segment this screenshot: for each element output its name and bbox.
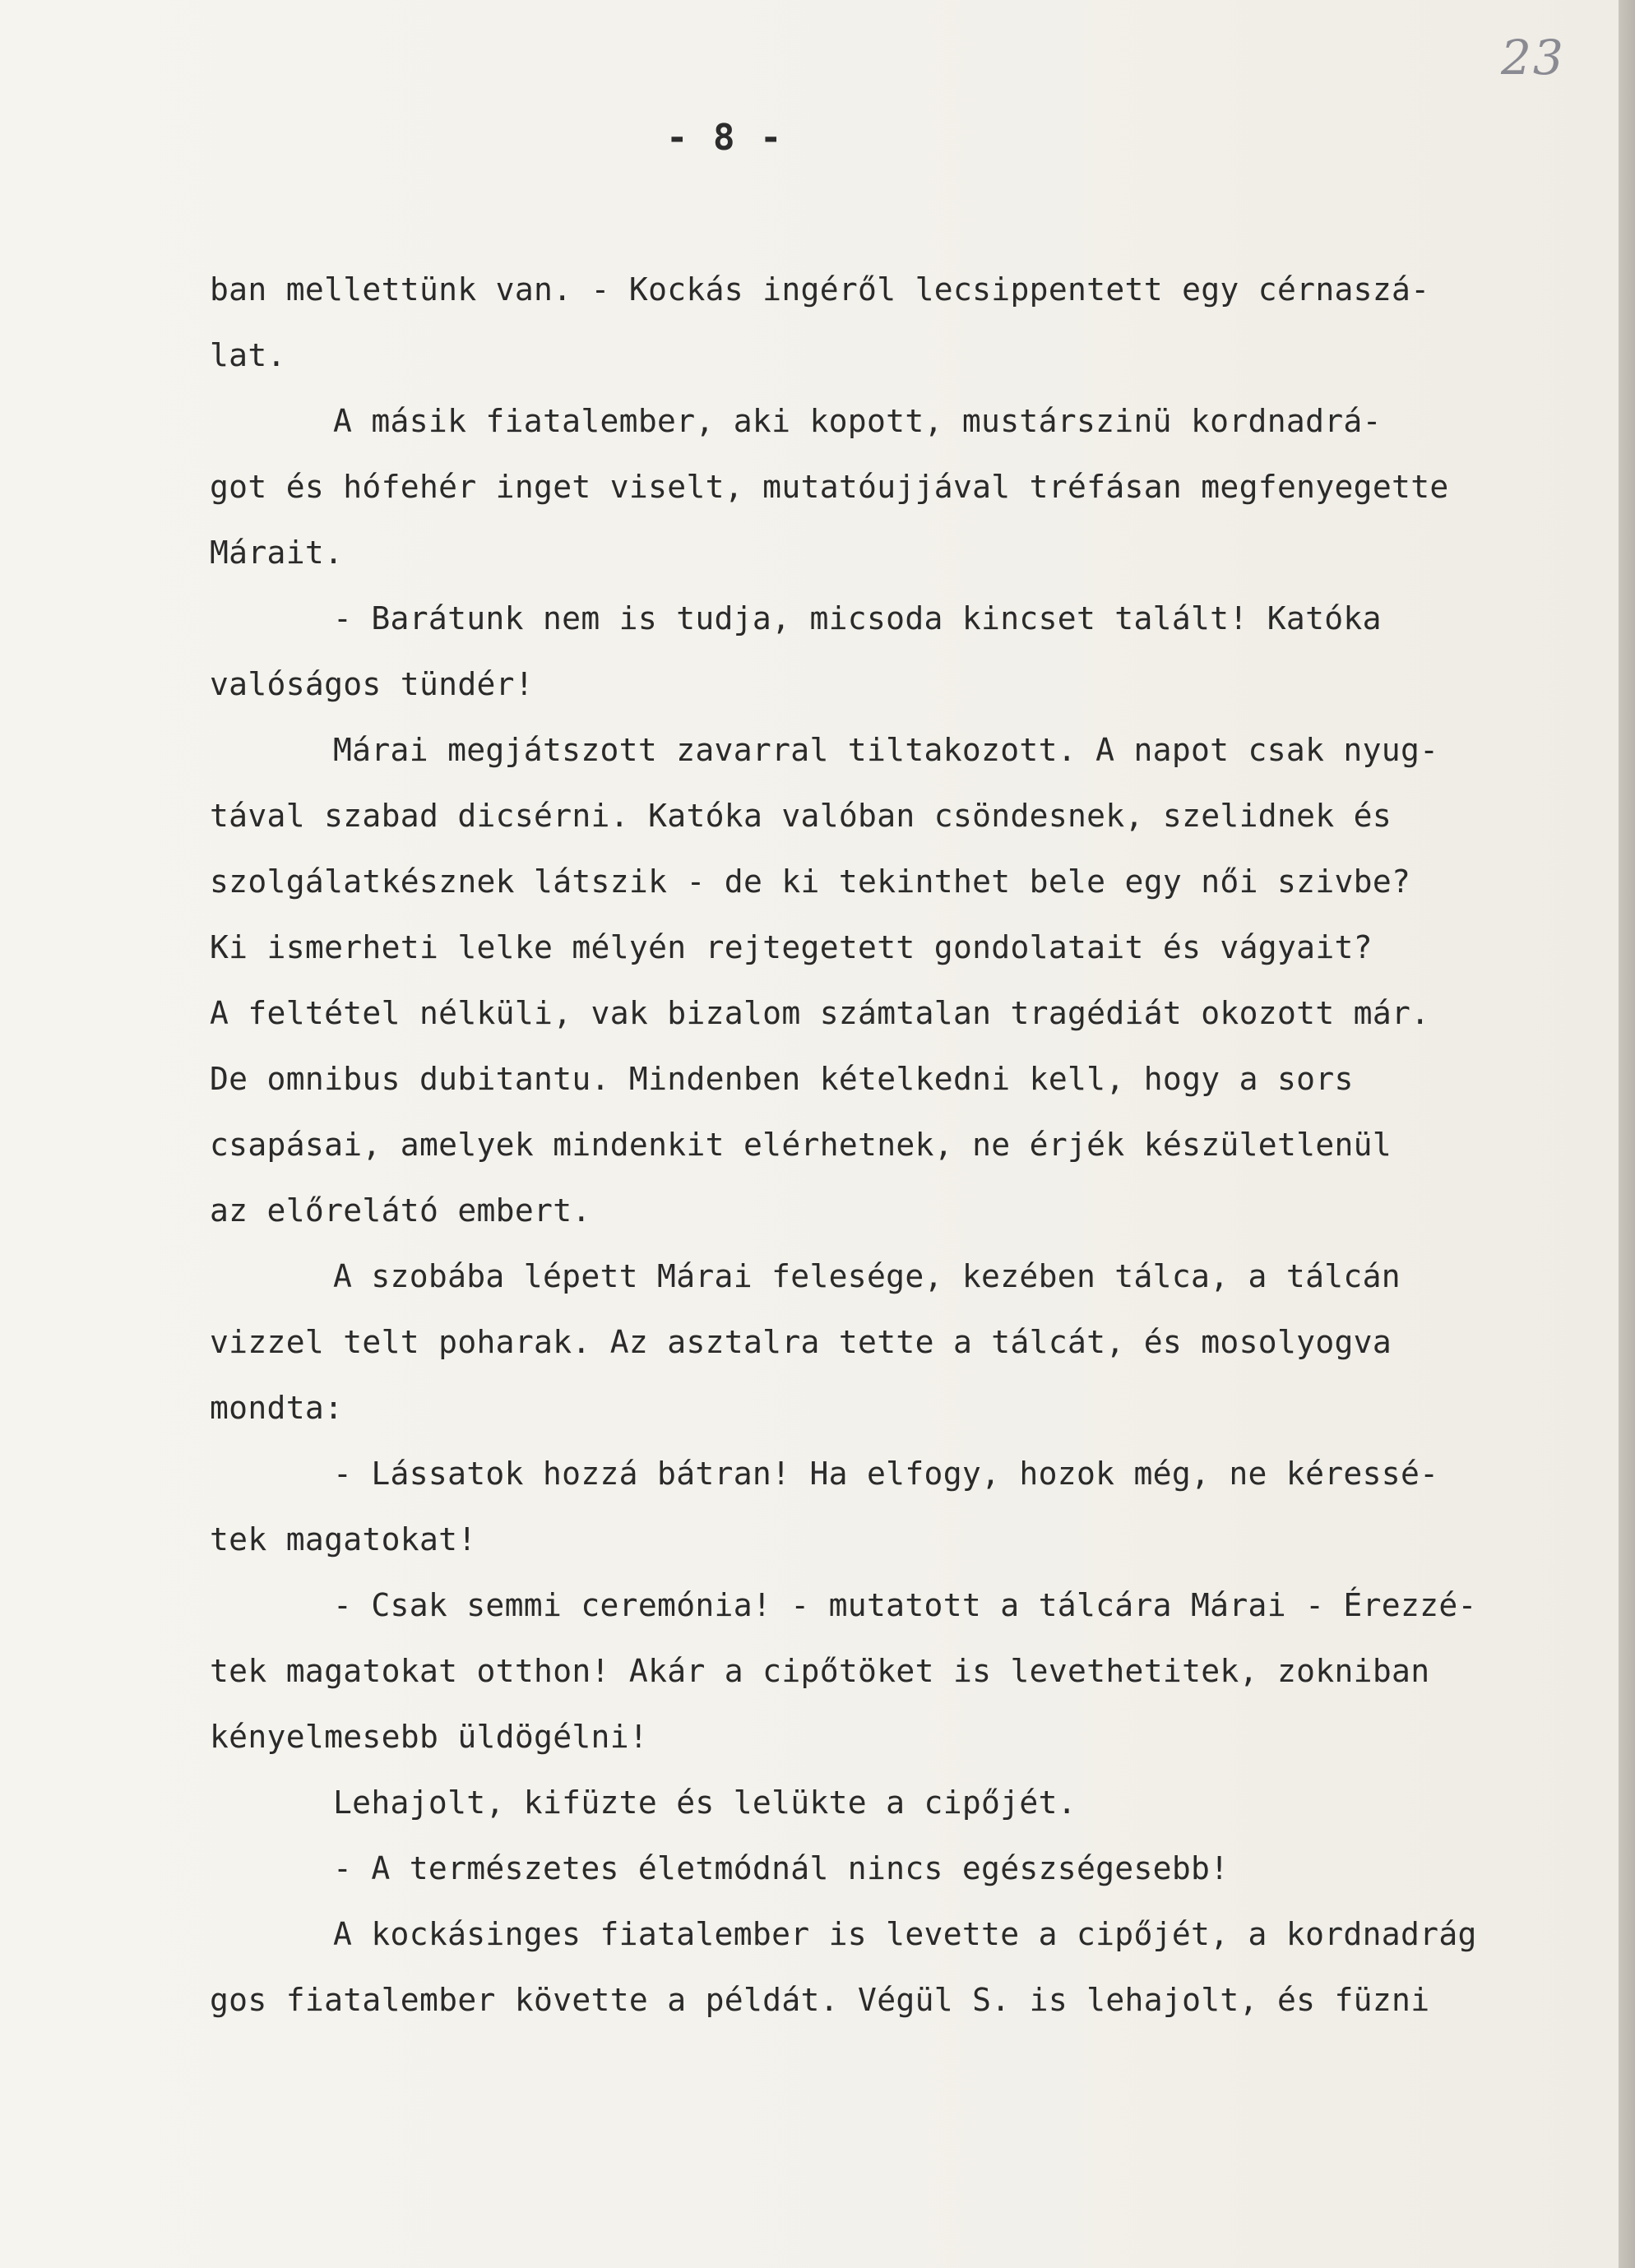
text-line: tek magatokat otthon! Akár a cipőtöket is levethetitek, zokniban — [210, 1653, 1430, 1689]
text-line: Márai megjátszott zavarral tiltakozott. A napot csak nyug- — [333, 732, 1439, 768]
text-line: tával szabad dicsérni. Katóka valóban csöndesnek, szelidnek és — [210, 798, 1392, 834]
text-line: - Lássatok hozzá bátran! Ha elfogy, hozok még, ne kéressé- — [333, 1456, 1439, 1492]
text-line: - A természetes életmódnál nincs egészségesebb! — [333, 1850, 1230, 1886]
text-line: tek magatokat! — [210, 1521, 477, 1558]
text-line: A feltétel nélküli, vak bizalom számtalan tragédiát okozott már. — [210, 995, 1430, 1031]
text-line: - Csak semmi ceremónia! - mutatott a tálcára Márai - Érezzé- — [333, 1587, 1477, 1623]
text-line: lat. — [210, 337, 286, 373]
page-edge — [1619, 0, 1635, 2268]
text-line: az előrelátó embert. — [210, 1192, 591, 1229]
text-line: vizzel telt poharak. Az asztalra tette a tálcát, és mosolyogva — [210, 1324, 1392, 1360]
text-line: ban mellettünk van. - Kockás ingéről lecsippentett egy cérnaszá- — [210, 271, 1430, 308]
text-line: - Barátunk nem is tudja, micsoda kincset talált! Katóka — [333, 600, 1382, 636]
folio-number: 23 — [1501, 30, 1565, 86]
text-line: A másik fiatalember, aki kopott, mustárszinü kordnadrá- — [333, 403, 1382, 439]
text-line: mondta: — [210, 1390, 344, 1426]
text-line: De omnibus dubitantu. Mindenben kételkedni kell, hogy a sors — [210, 1061, 1354, 1097]
text-line: valóságos tündér! — [210, 666, 535, 702]
text-line: A szobába lépett Márai felesége, kezében tálca, a tálcán — [333, 1258, 1401, 1294]
text-line: Lehajolt, kifüzte és lelükte a cipőjét. — [333, 1784, 1077, 1821]
text-body — [210, 257, 1559, 2033]
text-line: Márait. — [210, 535, 344, 571]
text-line: kényelmesebb üldögélni! — [210, 1719, 649, 1755]
text-line: A kockásinges fiatalember is levette a cipőjét, a kordnadrág — [333, 1916, 1477, 1952]
text-line: csapásai, amelyek mindenkit elérhetnek, ne érjék készületlenül — [210, 1127, 1392, 1163]
text-line: Ki ismerheti lelke mélyén rejtegetett gondolatait és vágyait? — [210, 929, 1373, 965]
text-line: szolgálatkésznek látszik - de ki tekinthet bele egy női szivbe? — [210, 863, 1411, 900]
text-line: got és hófehér inget viselt, mutatóujjával tréfásan megfenyegette — [210, 469, 1449, 505]
text-line: gos fiatalember követte a példát. Végül S. is lehajolt, és füzni — [210, 1982, 1430, 2018]
page-number: - 8 - — [666, 117, 784, 159]
